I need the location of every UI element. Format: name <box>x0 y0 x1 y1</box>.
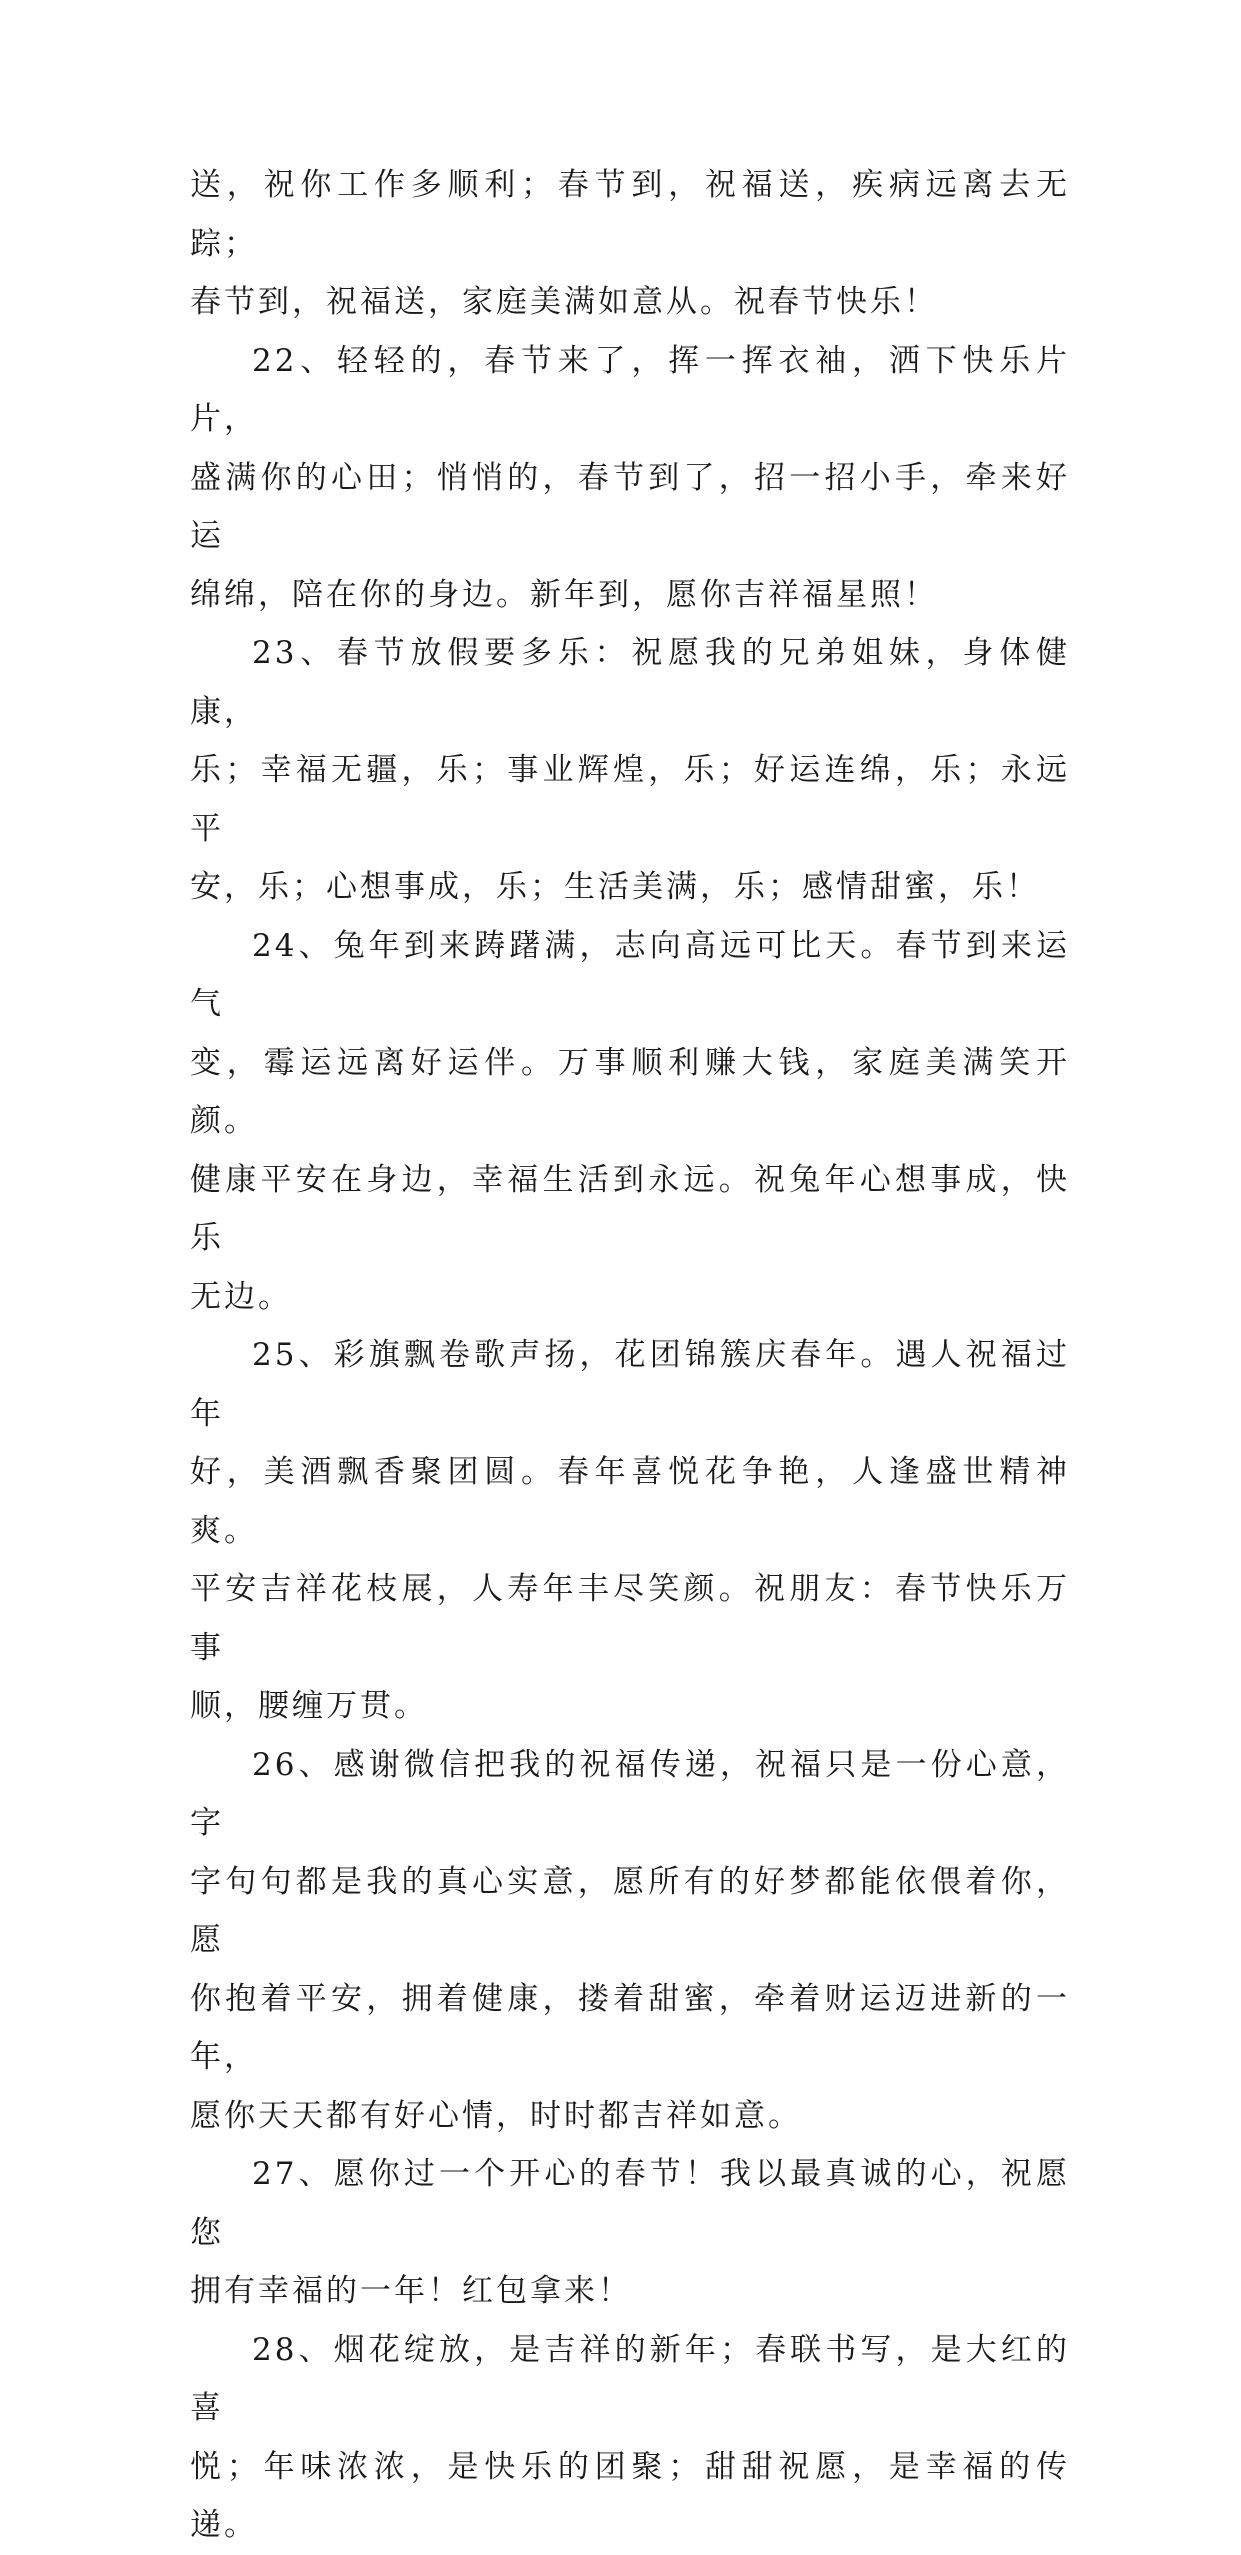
paragraph-item-27: 27、愿你过一个开心的春节！我以最真诚的心，祝愿您 拥有幸福的一年！红包拿来！ <box>190 2156 1070 2309</box>
paragraph-item-24: 24、兔年到来踌躇满，志向高远可比天。春节到来运气 变，霉运远离好运伴。万事顺利赚大钱，家庭美满笑开颜。 健康平安在身边，幸福生活到永远。祝兔年心想事成，快乐 无边。 <box>190 927 1070 1315</box>
paragraph-continuation: 送，祝你工作多顺利；春节到，祝福送，疾病远离去无踪； 春节到，祝福送，家庭美满如意从。祝春节快乐！ <box>190 167 1070 320</box>
paragraph-item-23: 23、春节放假要多乐：祝愿我的兄弟姐妹，身体健康， 乐；幸福无疆，乐；事业辉煌，乐；好运连绵，乐；永远平 安，乐；心想事成，乐；生活美满，乐；感情甜蜜，乐！ <box>190 635 1070 905</box>
paragraph-item-22: 22、轻轻的，春节来了，挥一挥衣袖，洒下快乐片片， 盛满你的心田；悄悄的，春节到了，招一招小手，牵来好运 绵绵，陪在你的身边。新年到，愿你吉祥福星照！ <box>190 342 1070 613</box>
paragraph-item-28: 28、烟花绽放，是吉祥的新年；春联书写，是大红的喜 悦；年味浓浓，是快乐的团聚；甜甜祝愿，是幸福的传递。 <box>190 2331 1070 2543</box>
paragraph-item-26: 26、感谢微信把我的祝福传递，祝福只是一份心意，字 字句句都是我的真心实意，愿所有的好梦都能依偎着你，愿 你抱着平安，拥着健康，搂着甜蜜，牵着财运迈进新的一年， 愿你天天都有好心情，时时都吉祥如意。 <box>190 1746 1070 2134</box>
paragraph-item-25: 25、彩旗飘卷歌声扬，花团锦簇庆春年。遇人祝福过年 好，美酒飘香聚团圆。春年喜悦花争艳，人逢盛世精神爽。 平安吉祥花枝展，人寿年丰尽笑颜。祝朋友：春节快乐万事 顺，腰缠万贯。 <box>190 1337 1070 1724</box>
document-body <box>190 156 1070 2555</box>
